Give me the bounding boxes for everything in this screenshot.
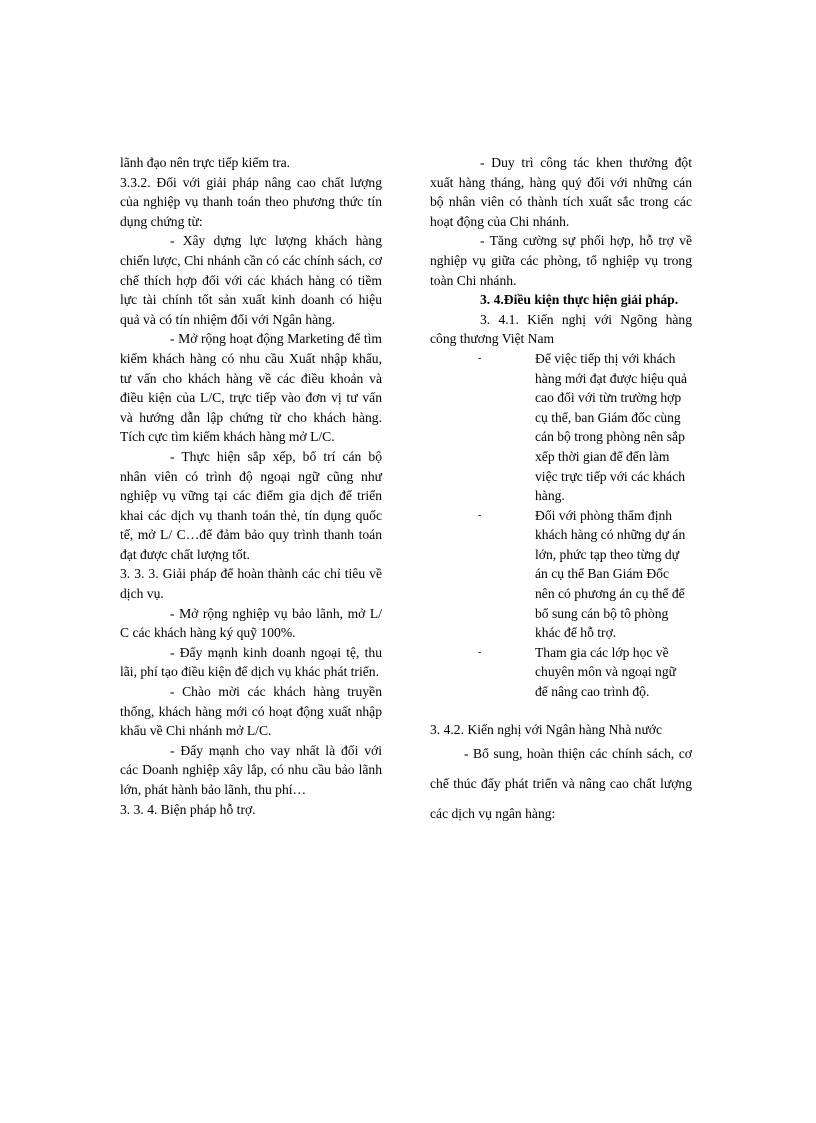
right-column (430, 153, 692, 829)
list-item-text: Tham gia các lớp học về chuyên môn và ngoại ngữ để nâng cao trình độ. (535, 644, 677, 700)
text-paragraph: - Đẩy mạnh kinh doanh ngoại tệ, thu lãi, phí tạo điều kiện để dịch vụ khác phát triển. (120, 644, 382, 680)
text-paragraph: - Bổ sung, hoàn thiện các chính sách, cơ chế thúc đẩy phát triển và nâng cao chất lượng các dịch vụ ngân hàng: (430, 746, 692, 822)
text-paragraph: - Thực hiện sắp xếp, bố trí cán bộ nhân viên có trình độ ngoại ngữ cũng như nghiệp vụ vững tại các điểm gia dịch để triển khai các dịch vụ thanh toán thẻ, tín dụng quốc tế, mở L/ C…để đảm bảo quy trình thanh toán đạt được chất lượng tốt. (120, 448, 382, 562)
bullet-mark: - (478, 646, 482, 658)
list-item-text: Đối với phòng thẩm định khách hàng có những dự án lớn, phức tạp theo từng dự án cụ thể Ban Giám Đốc nên có phương án cụ thể để bổ sung cán bộ tô phòng khác để hỗ trợ. (535, 507, 686, 641)
spacer (430, 702, 692, 720)
text-paragraph: - Chào mời các khách hàng truyền thống, khách hàng mới có hoạt động xuất nhập khẩu về Chi nhánh mở L/C. (120, 684, 382, 739)
bullet-mark: - (478, 352, 482, 364)
text-paragraph: - Đẩy mạnh cho vay nhất là đối với các Doanh nghiệp xây lắp, có nhu cầu bảo lãnh lớn, phát hành bảo lãnh, thu phí… (120, 742, 382, 797)
bullet-mark: - (478, 509, 482, 521)
section-heading-3-4-1: 3. 4.1. Kiến nghị với Ngõng hàng công thương Việt Nam (430, 311, 692, 347)
list-item (430, 643, 692, 702)
text-paragraph: - Xây dựng lực lượng khách hàng chiến lược, Chi nhánh cần có các chính sách, cơ chế thích hợp đối với các khách hàng có tiềm lực tài chính tốt sản xuất kinh doanh có hiệu quả và có tín nhiệm đối với Ngân hàng. (120, 233, 382, 327)
text-paragraph: - Mở rộng hoạt động Marketing để tìm kiếm khách hàng có nhu cầu Xuất nhập khẩu, tư vấn cho khách hàng về các điều khoản và điều kiện của L/C, trực tiếp vào đơn vị tư vấn và hướng dẫn lập chứng từ cho khách hàng. Tích cực tìm kiếm khách hàng mở L/C. (120, 331, 382, 445)
section-heading-3-4: 3. 4.Điều kiện thực hiện giải pháp. (480, 292, 679, 308)
bullet-list (430, 349, 692, 702)
list-item (430, 349, 692, 506)
text-paragraph: lãnh đạo nên trực tiếp kiểm tra. (120, 155, 291, 170)
section-heading-3-3-2: 3.3.2. Đối với giải pháp nâng cao chất lượng của nghiệp vụ thanh toán theo phương thức tín dụng chứng từ: (120, 174, 382, 229)
text-paragraph: - Tăng cường sự phối hợp, hỗ trợ về nghiệp vụ giữa các phòng, tổ nghiệp vụ trong toàn Chi nhánh. (430, 233, 692, 288)
list-item-text: Để việc tiếp thị với khách hàng mới đạt được hiệu quả cao đối với từn trường hợp cụ thể, ban Giám đốc cùng cán bộ trong phòng nên sắp xếp thời gian để đến làm việc trực tiếp với các khách hàng. (535, 350, 687, 504)
left-column (120, 153, 382, 819)
list-item (430, 506, 692, 643)
section-heading-3-4-2: 3. 4.2. Kiến nghị với Ngân hàng Nhà nước (430, 721, 663, 737)
section-heading-3-3-3: 3. 3. 3. Giải pháp để hoàn thành các chỉ tiêu về dịch vụ. (120, 566, 382, 602)
section-heading-3-3-4: 3. 3. 4. Biện pháp hỗ trợ. (120, 801, 256, 817)
text-paragraph: - Duy trì công tác khen thưởng đột xuất hàng tháng, hàng quý đối với những cán bộ nhân viên có thành tích xuất sắc trong các hoạt động của Chi nhánh. (430, 155, 692, 229)
text-paragraph: - Mở rộng nghiệp vụ bảo lãnh, mở L/ C các khách hàng ký quỹ 100%. (120, 605, 382, 641)
